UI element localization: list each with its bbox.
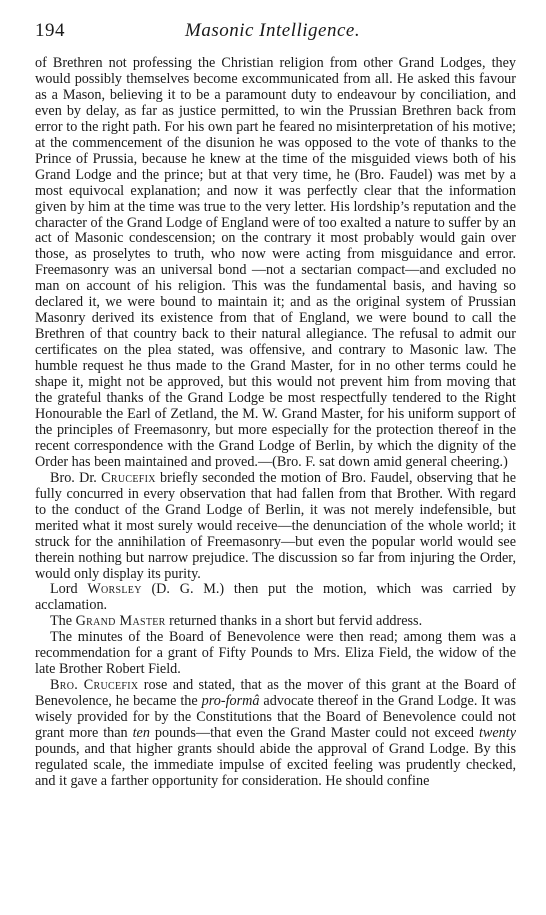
running-head	[35, 20, 516, 46]
text-run: (D. G. M.) then put the motion, which was carried by acclamation.	[35, 581, 516, 614]
paragraph	[35, 630, 516, 678]
page-number: 194	[35, 20, 65, 41]
paragraph	[35, 582, 516, 614]
speaker-name: Bro. Crucefix	[50, 677, 139, 694]
text-run: Bro. Dr.	[50, 469, 102, 486]
text-run: pounds, and that higher grants should abide the approval of Grand Lodge. By this regulated scale, the immediate impulse of excited feeling was prudently checked, and it gave a farther opportunity for consideration. He should confine	[35, 740, 516, 789]
speaker-name: Worsley	[87, 581, 142, 598]
text-run: briefly seconded the motion of Bro. Faudel, observing that he fully concurred in every observation that had fallen from that Brother. With regard to the conduct of the Grand Lodge of Berlin, it was not merely indefensible, but merited what it most surely would receive—the denunciation of the whole world; it struck for the annihilation of Freemasonry—but even the popular world would see therein nothing but narrow prejudice. The discussion so far from injuring the Order, would only display its purity.	[35, 469, 516, 582]
paragraph	[35, 56, 516, 471]
speaker-name: Crucefix	[101, 469, 156, 486]
text-run: rose and stated, that as the mover of this grant at the Board of Benevolence, he became the	[35, 677, 516, 710]
running-title: Masonic Intelligence.	[185, 20, 361, 41]
text-run: pounds—that even the Grand Master could not exceed	[149, 725, 479, 742]
speaker-name: Grand Master	[75, 613, 166, 630]
paragraph	[35, 678, 516, 790]
text-run: The	[50, 613, 76, 630]
text-run: of Brethren not professing the Christian religion from other Grand Lodges, they would possibly themselves become excommunicated from all. He asked this favour as a Mason, believing it to be a paramount duty to endeavour by conciliation, and even by delay, as far as justice permitted, to win the Prussian Brethren back from error to the right path. For his own part he feared no misinterpretation of his motive; at the commencement of the disunion he was opposed to the vote of thanks to the Prince of Prussia, because he knew at the time of the misguided views both of his Grand Lodge and the prince; but at that very time, he (Bro. Faudel) was met by a most equivocal explanation; and now it was perfectly clear that the information given by him at the time was true to the very letter. His lordship’s reputation and the character of the Grand Lodge of England were of too exalted a nature to suffer by an act of Masonic condescension; on the contrary it most probably would gain over those, as proselytes to truth, who now were acting from misguidance and error. Freemasonry was an universal bond —not a sectarian compact—and excluded no man on account of his religion. This was the fundamental basis, and having so declared it, we were bound to maintain it; and as the original system of Prussian Masonry derived its existence from that of England, we were bound to call the Brethren of that country back to their natural allegiance. The refusal to admit our certificates on the plea stated, was offensive, and contrary to Masonic law. The humble request he thus made to the Grand Master, for in no other terms could he shape it, might not be approved, but this would not prevent him from moving that the grateful thanks of the Grand Lodge be most respectfully tendered to the Right Honourable the Earl of Zetland, the M. W. Grand Master, for his uniform support of the principles of Freemasonry, but more especially for the protection thereof in the recent correspondence with the Grand Lodge of Berlin, by which the dignity of the Order has been maintained and proved.—(Bro. F. sat down amid general cheering.)	[35, 55, 516, 470]
text-run: Lord	[50, 581, 88, 598]
text-run: The minutes of the Board of Benevolence were then read; among them was a recommendation for a grant of Fifty Pounds to Mrs. Eliza Field, the widow of the late Brother Robert Field.	[35, 629, 516, 678]
emphasis-text: pro-formâ	[201, 693, 260, 710]
emphasis-text: ten	[132, 725, 150, 742]
text-run: advocate thereof in the Grand Lodge. It was wisely provided for by the Constitutions that the Board of Benevolence could not grant more than	[35, 693, 516, 742]
text-run: returned thanks in a short but fervid address.	[165, 613, 423, 630]
paragraph	[35, 614, 516, 630]
paragraph	[35, 471, 516, 583]
body-text	[35, 56, 516, 790]
emphasis-text: twenty	[478, 725, 516, 742]
